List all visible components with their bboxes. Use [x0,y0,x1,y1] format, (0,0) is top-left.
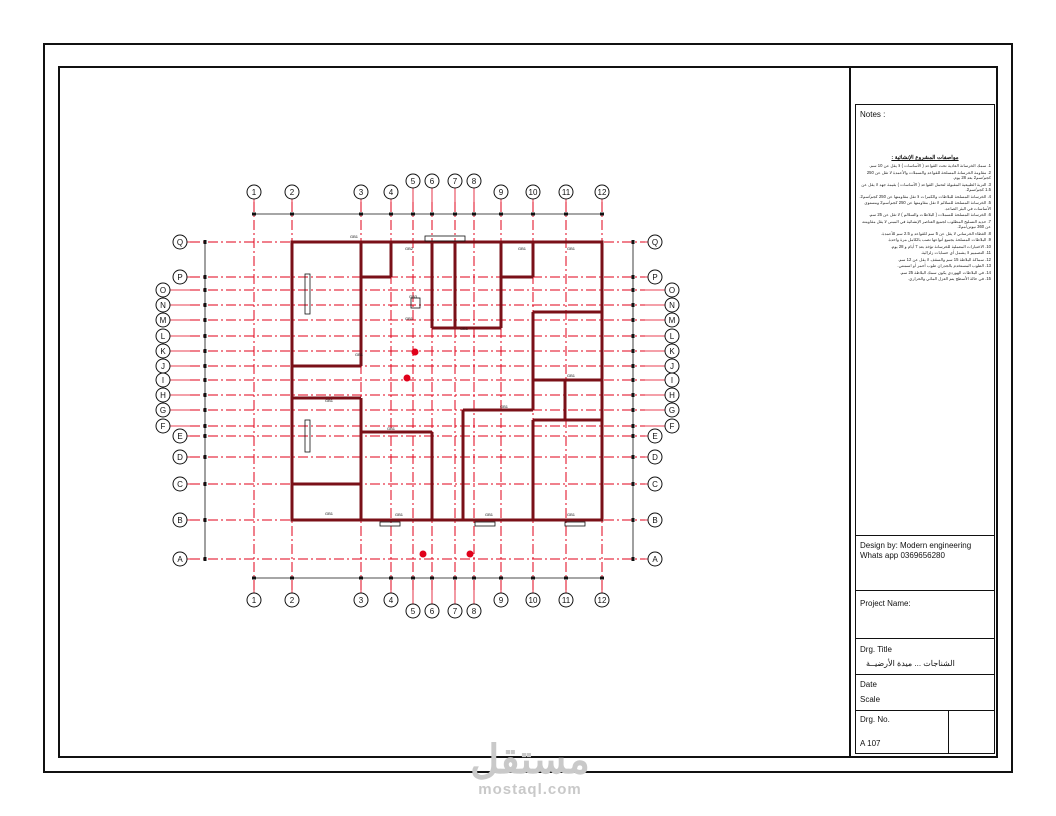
note-item: 13. الطوب المستخدم بالجدران طوب أحمر أو اسمنتي. [897,263,991,268]
note-item: 1. سمك الخرسانة العادية تحت القواعد ( الأساسات ) لا يقل عن 10 سم. [869,163,991,168]
dimension-lines [204,213,635,580]
project-name-label: Project Name: [860,599,911,608]
beam-label: GB1 [567,512,576,517]
beam-label: GB1 [350,234,359,239]
grid-bubble-bottom-label: 5 [410,607,416,616]
dimension-tick [430,577,434,580]
notes-label: Notes : [860,110,886,119]
notes-list [859,163,991,283]
dimension-tick [632,557,635,561]
dimension-tick [204,434,207,438]
grid-bubble-left-label: N [160,301,166,310]
beam-label: GB1 [405,316,414,321]
designer-phone: Whats app 0369656280 [860,551,945,560]
grid-bubble-top-label: 8 [471,177,477,186]
drawing-title-label: Drg. Title [860,645,893,654]
dimension-tick [204,318,207,322]
grid-bubble-right-label: G [668,406,676,415]
grid-bubble-left-label: G [159,406,167,415]
grid-bubble-left-label: H [160,391,166,400]
grid-bubble-left-label: I [161,376,165,385]
column-marker [412,349,419,356]
dimension-tick [600,577,604,580]
dimension-tick [204,408,207,412]
grid-bubble-bottom-label: 10 [528,596,538,605]
dimension-tick [204,364,207,368]
grid-bubble-right-label: I [670,376,674,385]
grid-bubble-bottom-label: 12 [597,596,607,605]
dimension-tick [204,349,207,353]
dimension-tick [204,424,207,428]
watermark-url: mostaql.com [478,781,582,798]
dimension-tick [632,378,635,382]
divider-line [856,674,994,675]
note-item: 15. في حالة الأسطح يتم العزل المائي والحراري. [908,276,991,281]
beam-label: GB2 [405,246,414,251]
note-item: 5. الخرسانة المسلحة للسلالم لا تقل مقاومتها عن 250 كجم/سم2 ومستوى الأساسات في البئر الصاعد. [864,200,991,211]
beam-label: GB1 [355,352,364,357]
grid-bubble-bottom-label: 7 [452,607,458,616]
grid-bubble-left-label: E [177,432,183,441]
date-label: Date [860,680,877,689]
note-item: 6. الخرسانة المسلحة للسملات ( البلاطات والسلالم ) لا تقل عن 25 سم. [868,212,991,217]
note-item: 7. حديد التسليح المطلوب لجميع العناصر الإنشائية في المبنى لا يقل مقاومته عن 360 نيوتن/مم2. [862,218,991,229]
divider-line [856,710,994,711]
grid-bubble-bottom-label: 9 [498,596,504,605]
grid-bubble-bottom-label: 4 [388,596,394,605]
beam-label: GB1 [567,373,576,378]
beam-label: GB1 [567,246,576,251]
drawing-number-label: Drg. No. [860,715,890,724]
grid-bubble-right-label: H [669,391,675,400]
grid-bubble-left-label: D [177,453,183,462]
dimension-tick [204,378,207,382]
grid-bubble-bottom-label: 3 [358,596,364,605]
note-item: 11. التصميم لا يشمل أي حسابات زلزالية. [920,250,991,255]
dimension-tick [632,408,635,412]
title-block [855,104,995,754]
watermark-logo: مستقل [470,738,590,782]
dimension-tick [389,577,393,580]
grid-bubble-top-label: 11 [561,188,571,197]
dimension-tick [204,455,207,459]
beam-label: GB1 [395,512,404,517]
grid-bubble-right-label: D [652,453,658,462]
grid-bubble-right-label: B [652,516,658,525]
grid-bubble-right-label: K [669,347,675,356]
opening-marker [475,522,495,526]
scale-label: Scale [860,695,881,704]
dimension-tick [632,240,635,244]
note-item: 14. في البلاطات الهوردي يكون سمك البلاطة 25 سم. [899,269,991,275]
dimension-tick [632,482,635,486]
dimension-tick [600,213,604,216]
grid-bubble-right-label: J [670,362,674,371]
divider-line [856,590,994,591]
dimension-tick [252,213,256,216]
dimension-tick [411,213,415,216]
dimension-tick [632,424,635,428]
dimension-tick [204,482,207,486]
grid-bubble-bottom-label: 1 [251,596,257,605]
note-item: 4. الخرسانة المسلحة للبلاطات والكمرات لا تقل مقاومتها عن 250 كجم/سم2. [859,193,991,199]
dimension-tick [632,275,635,279]
grid-bubble-top-label: 7 [452,177,458,186]
grid-bubble-left-label: O [159,286,167,295]
grid-bubble-bottom-label: 6 [429,607,435,616]
grid-lines [170,188,665,604]
grid-bubble-left-label: A [177,555,183,564]
note-item: 2. مقاومة الخرسانة المسلحة للقواعد والسملات والأعمدة لا تقل عن 250 كجم/سم2 بعد 28 يوم. [866,169,991,180]
grid-bubble-top-label: 9 [498,188,504,197]
dimension-tick [632,364,635,368]
dimension-tick [204,240,207,244]
note-item: 9. البلاطات المسلحة بجميع أنواعها تصب بالكامل مرة واحدة. [887,237,991,242]
grid-bubble-bottom-label: 11 [561,596,571,605]
dimension-tick [564,213,568,216]
dimension-tick [430,213,434,216]
grid-bubble-top-label: 10 [528,188,538,197]
dimension-tick [204,557,207,561]
dimension-tick [632,318,635,322]
grid-bubble-right-label: N [669,301,675,310]
column-marker [420,551,427,558]
dimension-tick [472,577,476,580]
opening-marker [305,274,310,314]
opening-marker [380,522,400,526]
note-item: 8. الغطاء الخرساني لا يقل عن 5 سم للقواعد و 2.5 سم للأعمدة. [881,230,991,236]
grid-bubble-top-label: 4 [388,188,394,197]
dimension-tick [632,434,635,438]
dimension-tick [632,455,635,459]
dimension-tick [389,213,393,216]
dimension-tick [632,334,635,338]
beam-label: GB1 [325,511,334,516]
dimension-tick [632,393,635,397]
grid-bubble-right-label: O [668,286,676,295]
grid-bubble-bottom-label: 8 [471,607,477,616]
dimension-tick [499,213,503,216]
grid-bubble-left-label: K [160,347,166,356]
grid-bubble-right-label: A [652,555,658,564]
beam-label: GB1 [485,512,494,517]
grid-bubble-top-label: 3 [358,188,364,197]
grid-bubble-left-label: J [161,362,165,371]
grid-bubble-top-label: 5 [410,177,416,186]
dimension-tick [290,213,294,216]
beam-label: GB3 [409,294,418,299]
grid-bubble-left-label: M [159,316,167,325]
divider-line [856,535,994,536]
column-marker [404,375,411,382]
grid-bubble-left-label: B [177,516,183,525]
ground-beams [292,236,602,558]
dimension-tick [632,518,635,522]
dimension-tick [204,393,207,397]
grid-bubble-right-label: Q [651,238,659,247]
grid-bubble-top-label: 6 [429,177,435,186]
opening-marker [565,522,585,526]
grid-bubble-right-label: E [652,432,658,441]
dimension-tick [632,349,635,353]
grid-bubble-left-label: Q [176,238,184,247]
beam-label: GB1 [500,404,509,409]
dimension-tick [453,213,457,216]
dimension-tick [290,577,294,580]
dimension-tick [204,334,207,338]
grid-bubble-right-label: M [668,316,676,325]
dimension-tick [359,213,363,216]
foundation-plan [155,170,695,620]
title-block-divider [849,66,851,758]
dimension-tick [359,577,363,580]
drawing-number-value: A 107 [860,739,881,748]
grid-bubble-right-label: C [652,480,658,489]
grid-bubble-left-label: F [160,422,166,431]
grid-bubble-top-label: 2 [289,188,295,197]
note-item: 3. التربة الطبيعية المقبولة لتحمل القواعد ( الأساسات ) بقيمة جهد لا يقل عن 1.5 كجم/سم2. [861,181,991,192]
dimension-tick [531,213,535,216]
grid-bubble-left-label: C [177,480,183,489]
dimension-tick [632,288,635,292]
beam-label: GB1 [387,426,396,431]
designer-name: Design by: Modern engineering [860,541,972,550]
notes-heading: مواصفات المشروع الإنشائية : [891,155,959,161]
dimension-tick [204,288,207,292]
dimension-tick [472,213,476,216]
dimension-tick [204,303,207,307]
dimension-tick [564,577,568,580]
note-item: 10. الاختبارات المعملية للخرسانة تؤخذ بعد 7 أيام و 28 يوم. [890,243,991,249]
note-item: 12. سماكة البلاطة 15 سم والسقف لا يقل عن 12 سم. [898,256,991,262]
dimension-tick [411,577,415,580]
watermark [420,738,640,808]
grid-bubble-left-label: P [177,273,183,282]
dimension-tick [632,303,635,307]
dimension-tick [531,577,535,580]
drawing-number-divider [948,710,949,754]
beam-label: GB1 [518,246,527,251]
opening-marker [425,236,465,241]
grid-bubble-right-label: F [669,422,675,431]
grid-bubble-right-label: L [669,332,675,341]
divider-line [856,638,994,639]
grid-bubble-top-label: 1 [251,188,257,197]
grid-bubble-left-label: L [160,332,166,341]
column-marker [467,551,474,558]
dimension-tick [453,577,457,580]
grid-bubble-right-label: P [652,273,658,282]
dimension-tick [499,577,503,580]
drawing-title-value: الشناجات ... ميدة الأرضيــة [866,659,955,668]
grid-bubble-top-label: 12 [597,188,607,197]
dimension-tick [204,275,207,279]
grid-bubble-bottom-label: 2 [289,596,295,605]
beam-label: GB1 [325,398,334,403]
beam-label: GB1 [460,326,469,331]
dimension-tick [204,518,207,522]
opening-marker [411,298,420,308]
dimension-tick [252,577,256,580]
